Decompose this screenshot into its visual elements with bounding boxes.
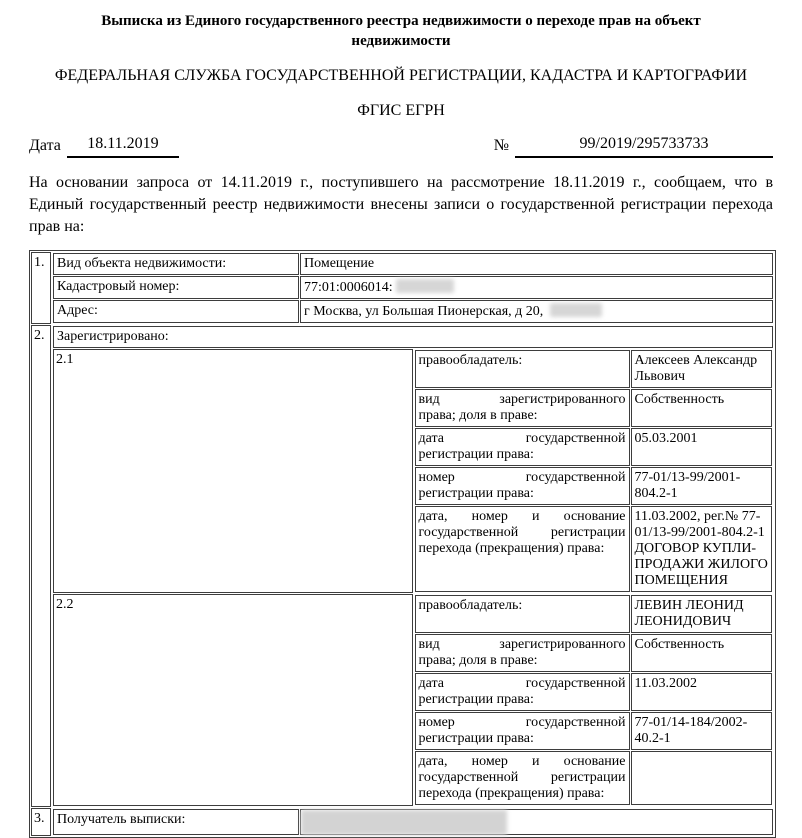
row-label-line: права; доля в праве:	[418, 408, 538, 423]
row-label-line: перехода (прекращения) права:	[418, 541, 605, 556]
row-value: ЛЕВИН ЛЕОНИД ЛЕОНИДОВИЧ	[631, 595, 773, 633]
row-label	[415, 673, 630, 711]
row-label-line: правообладатель:	[418, 353, 523, 368]
row-label-line: правообладатель:	[418, 598, 523, 613]
subsection-2-2-table	[414, 594, 774, 806]
table-row	[415, 595, 773, 633]
intro-paragraph: На основании запроса от 14.11.2019 г., поступившего на рассмотрение 18.11.2019 г., сообщаем, что в Единый государственный реестр недвижимости внесены записи о государственной регистрации перехода прав на:	[29, 174, 773, 235]
document-title: Выписка из Единого государственного реестра недвижимости о переходе прав на объект недвижимости	[101, 13, 701, 49]
row-value	[631, 751, 773, 805]
row-value	[300, 300, 773, 323]
table-row	[415, 751, 773, 805]
row-label	[415, 389, 630, 427]
registered-header: Зарегистрировано:	[53, 326, 773, 348]
section-2-table	[52, 325, 774, 807]
row-label-line: номер государственной	[418, 470, 626, 485]
row-label	[415, 595, 630, 633]
section-number: 3.	[31, 808, 51, 836]
row-label-line: дата, номер и основание	[418, 509, 626, 524]
subsection-content	[414, 594, 774, 806]
row-label-line: регистрации права:	[418, 731, 534, 746]
row-value: 77-01/13-99/2001-804.2-1	[631, 467, 773, 505]
row-label: Получатель выписки:	[53, 809, 299, 835]
table-row	[415, 389, 773, 427]
row-value: 77-01/14-184/2002-40.2-1	[631, 712, 773, 750]
table-row	[53, 276, 773, 299]
row-label-line: регистрации права:	[418, 447, 534, 462]
number-label: №	[493, 137, 509, 154]
table-row	[415, 428, 773, 466]
subsection-2-1	[53, 349, 773, 593]
section-number: 1.	[31, 252, 51, 324]
section-content	[52, 252, 774, 324]
subsection-content	[414, 349, 774, 593]
row-value	[300, 276, 773, 299]
section-content	[52, 808, 774, 836]
redacted-area	[550, 303, 602, 317]
row-value: Собственность	[631, 389, 773, 427]
table-row	[415, 506, 773, 592]
row-label-line: дата, номер и основание	[418, 754, 626, 769]
row-value: Алексеев Александр Львович	[631, 350, 773, 388]
redacted-area	[396, 279, 454, 293]
number-group	[494, 135, 773, 158]
row-label-line: вид зарегистрированного	[418, 637, 626, 652]
redacted-area	[301, 810, 507, 835]
row-value: 11.03.2002	[631, 673, 773, 711]
date-value: 18.11.2019	[67, 135, 179, 158]
row-label-line: номер государственной	[418, 715, 626, 730]
row-value: Помещение	[300, 253, 773, 275]
row-label-line: дата государственной	[418, 431, 626, 446]
subsection-number: 2.2	[53, 594, 413, 806]
system-name: ФГИС ЕГРН	[357, 102, 445, 119]
table-row	[53, 326, 773, 348]
row-label	[415, 506, 630, 592]
table-row	[53, 300, 773, 323]
row-value	[631, 506, 773, 592]
row-label: Адрес:	[53, 300, 299, 323]
row-value	[300, 809, 773, 835]
row-value-text: 77:01:0006014:	[304, 280, 393, 295]
table-section-1	[31, 252, 774, 324]
number-value: 99/2019/295733733	[515, 135, 773, 158]
row-label	[415, 751, 630, 805]
table-row	[415, 467, 773, 505]
date-label: Дата	[29, 137, 61, 154]
date-group	[29, 135, 179, 158]
row-value-line: 11.03.2002, рег.№ 77-01/13-99/2001-804.2-1	[634, 509, 765, 540]
row-value-line: ДОГОВОР КУПЛИ-ПРОДАЖИ ЖИЛОГО ПОМЕЩЕНИЯ	[634, 541, 768, 588]
table-row	[53, 253, 773, 275]
section-3-table	[52, 808, 774, 836]
row-label: Кадастровый номер:	[53, 276, 299, 299]
table-row	[415, 634, 773, 672]
table-row	[53, 809, 773, 835]
table-row	[415, 350, 773, 388]
row-label-line: государственной регистрации	[418, 770, 626, 785]
table-row	[415, 712, 773, 750]
table-section-2	[31, 325, 774, 807]
row-value: Собственность	[631, 634, 773, 672]
subsection-2-1-table	[414, 349, 774, 593]
row-label-line: государственной регистрации	[418, 525, 626, 540]
row-label: Вид объекта недвижимости:	[53, 253, 299, 275]
agency-name: ФЕДЕРАЛЬНАЯ СЛУЖБА ГОСУДАРСТВЕННОЙ РЕГИСТРАЦИИ, КАДАСТРА И КАРТОГРАФИИ	[54, 67, 748, 84]
row-label	[415, 350, 630, 388]
row-label-line: регистрации права:	[418, 692, 534, 707]
subsection-2-2	[53, 594, 773, 806]
section-number: 2.	[31, 325, 51, 807]
section-1-table	[52, 252, 774, 324]
row-value-text: г Москва, ул Большая Пионерская, д 20,	[304, 304, 547, 319]
row-label-line: перехода (прекращения) права:	[418, 786, 605, 801]
subsection-number: 2.1	[53, 349, 413, 593]
row-label-line: дата государственной	[418, 676, 626, 691]
row-label-line: вид зарегистрированного	[418, 392, 626, 407]
date-number-row	[29, 135, 773, 158]
row-label	[415, 712, 630, 750]
row-label	[415, 634, 630, 672]
egrn-table	[29, 250, 776, 838]
section-content	[52, 325, 774, 807]
row-label-line: регистрации права:	[418, 486, 534, 501]
row-value: 05.03.2001	[631, 428, 773, 466]
row-label	[415, 428, 630, 466]
table-row	[415, 673, 773, 711]
table-section-3	[31, 808, 774, 836]
row-label-line: права; доля в праве:	[418, 653, 538, 668]
row-label	[415, 467, 630, 505]
